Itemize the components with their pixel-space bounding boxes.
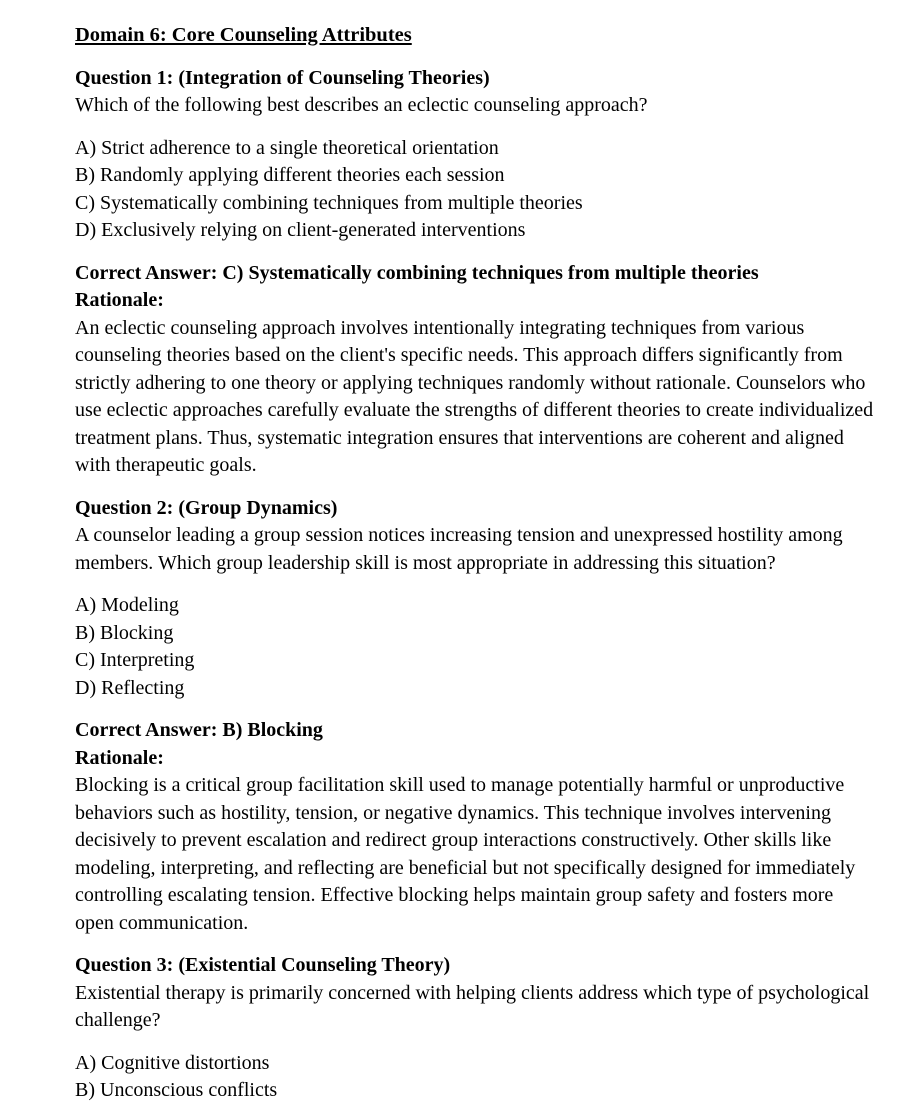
question-2-rationale-label: Rationale: bbox=[75, 746, 164, 769]
question-1-rationale-label: Rationale: bbox=[75, 289, 164, 311]
question-2-option-b: B) Blocking bbox=[75, 621, 174, 644]
question-3-option-b: B) Unconscious conflicts bbox=[75, 1079, 278, 1101]
question-1-option-c: C) Systematically combining techniques from multiple theories bbox=[75, 191, 583, 214]
question-1-prompt: Which of the following best describes an eclectic counseling approach? bbox=[75, 94, 648, 116]
question-3-prompt: Existential therapy is primarily concerned with helping clients address which type of psychological challenge? bbox=[75, 981, 870, 1031]
question-3-options bbox=[75, 1050, 877, 1104]
question-2-heading: Question 2: (Group Dynamics) bbox=[75, 496, 338, 519]
question-2-option-a: A) Modeling bbox=[75, 594, 179, 616]
question-2-option-d: D) Reflecting bbox=[75, 676, 185, 699]
question-3-intro bbox=[75, 952, 877, 1035]
question-1-answer-block bbox=[75, 260, 877, 480]
question-2-intro bbox=[75, 495, 877, 578]
question-3-option-a: A) Cognitive distortions bbox=[75, 1051, 270, 1074]
document-title: Domain 6: Core Counseling Attributes bbox=[75, 24, 412, 46]
question-2-rationale-text: Blocking is a critical group facilitation skill used to manage potentially harmful or unproductive behaviors such as hostility, tension, or negative dynamics. This technique involves intervening decisively to prevent escalation and redirect group interactions constructively. Other skills like modeling, interpreting, and reflecting are beneficial but not specifically designed for immediately controlling escalating tension. Effective blocking helps maintain group safety and fosters more open communication. bbox=[75, 774, 856, 934]
question-1-intro bbox=[75, 65, 877, 120]
question-1-options bbox=[75, 135, 877, 245]
question-3-heading: Question 3: (Existential Counseling Theory) bbox=[75, 954, 451, 976]
question-2-answer-block bbox=[75, 717, 877, 937]
question-2-options bbox=[75, 592, 877, 702]
question-1-option-d: D) Exclusively relying on client-generated interventions bbox=[75, 219, 526, 241]
question-1-heading: Question 1: (Integration of Counseling Theories) bbox=[75, 66, 490, 89]
question-2-option-c: C) Interpreting bbox=[75, 649, 195, 671]
question-1-option-b: B) Randomly applying different theories each session bbox=[75, 164, 505, 186]
question-1-option-a: A) Strict adherence to a single theoretical orientation bbox=[75, 136, 499, 159]
question-1-correct-answer: Correct Answer: C) Systematically combining techniques from multiple theories bbox=[75, 261, 759, 284]
question-1-rationale-text: An eclectic counseling approach involves intentionally integrating techniques from various counseling theories based on the client's specific needs. This approach differs significantly from strictly adhering to one theory or applying techniques randomly without rationale. Counselors who use eclectic approaches carefully evaluate the strengths of different theories to create individualized treatment plans. Thus, systematic integration ensures that interventions are coherent and aligned with therapeutic goals. bbox=[75, 316, 874, 476]
question-2-correct-answer: Correct Answer: B) Blocking bbox=[75, 719, 323, 741]
question-2-prompt: A counselor leading a group session notices increasing tension and unexpressed hostility among members. Which group leadership skill is most appropriate in addressing this situation? bbox=[75, 524, 843, 574]
